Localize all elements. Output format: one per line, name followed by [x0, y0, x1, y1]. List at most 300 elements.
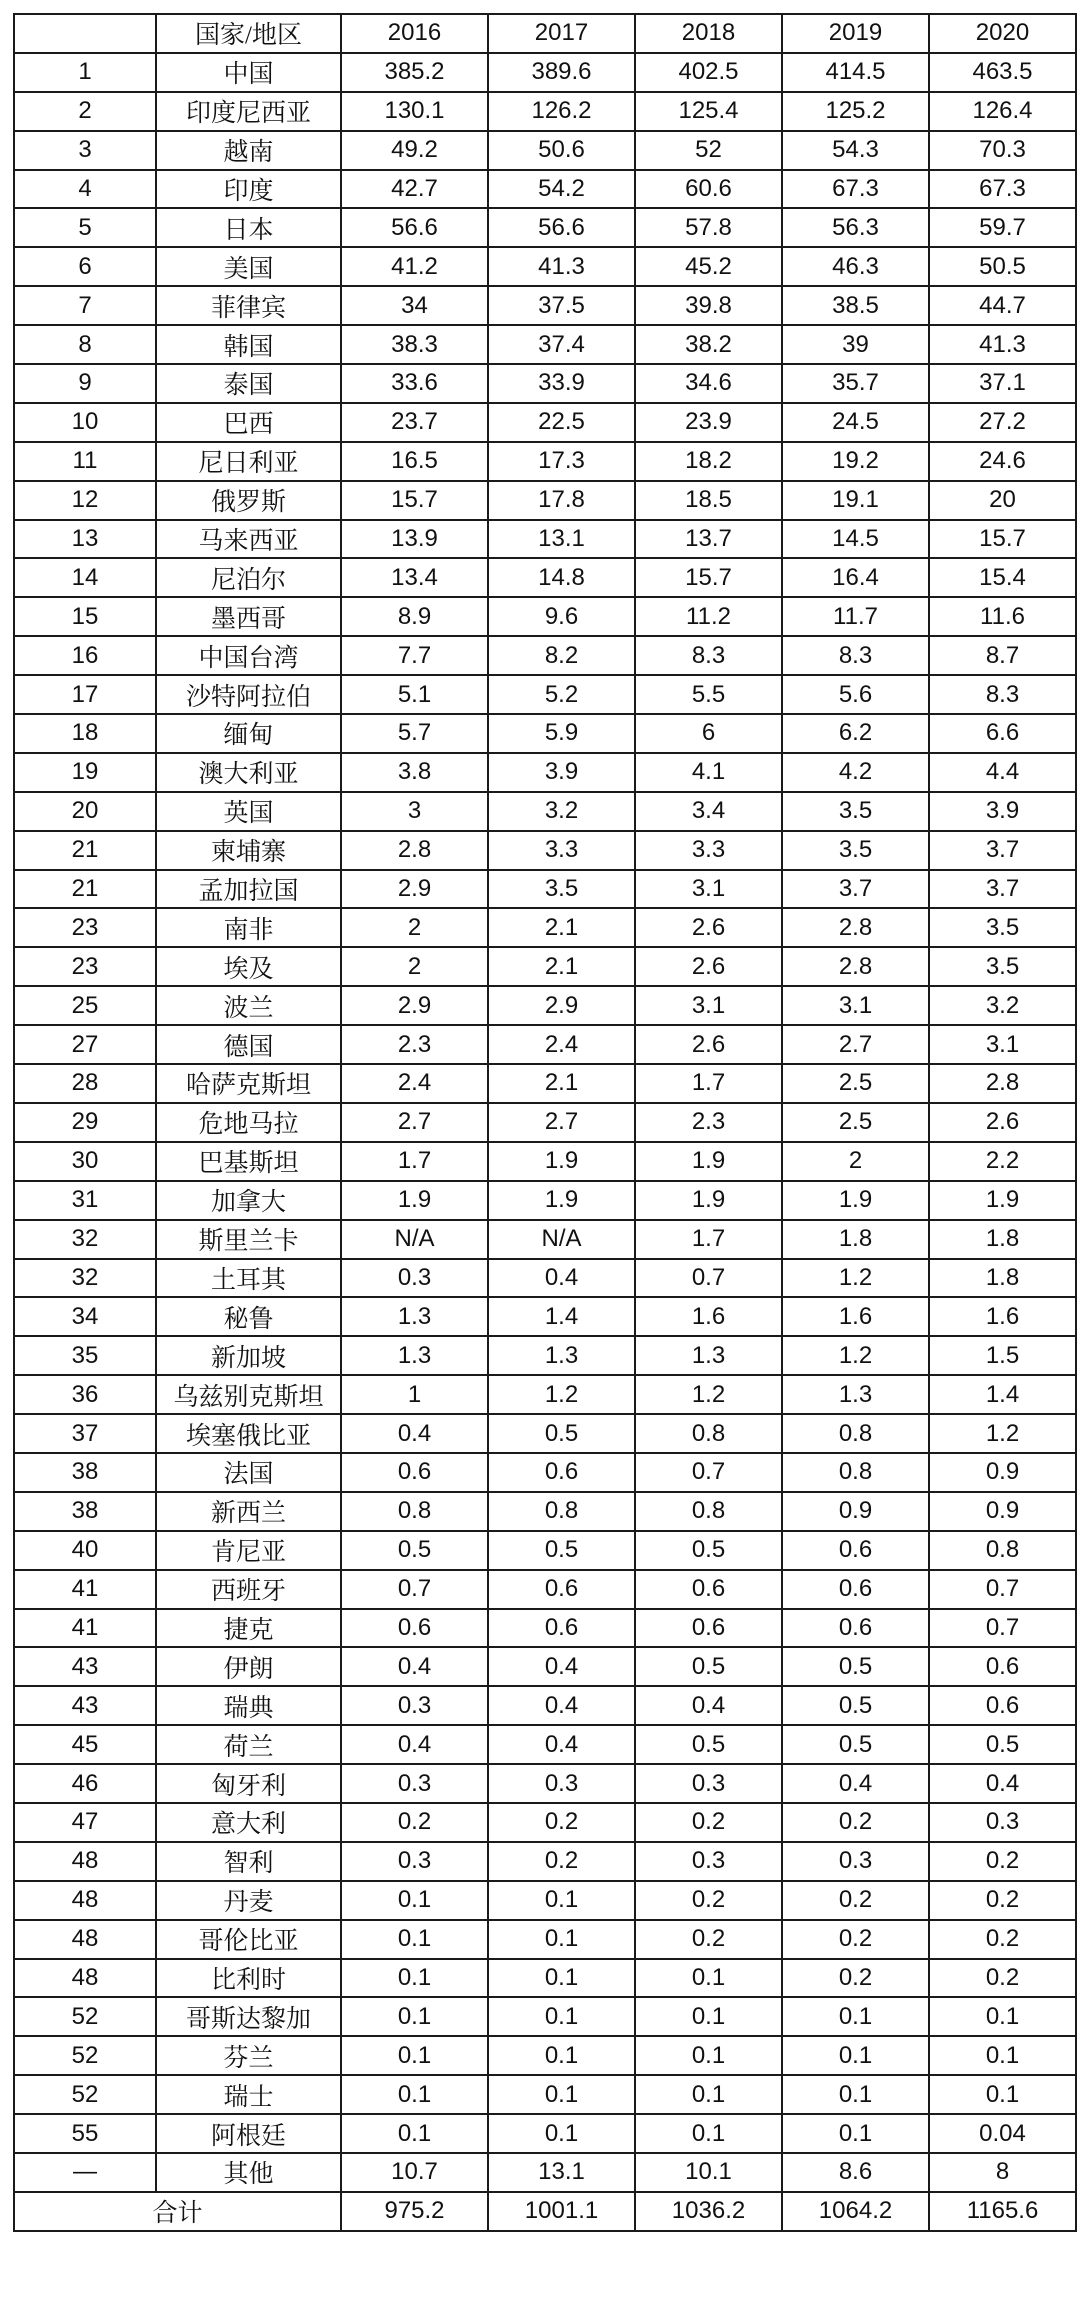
value-cell: 50.5 — [929, 247, 1076, 286]
value-cell: 0.5 — [488, 1414, 635, 1453]
rank-cell: 21 — [14, 870, 156, 909]
value-cell: 0.2 — [929, 1959, 1076, 1998]
rank-cell: 35 — [14, 1336, 156, 1375]
table-row — [14, 1492, 1076, 1531]
table-row — [14, 1220, 1076, 1259]
country-cell: 捷克 — [156, 1609, 341, 1648]
country-cell: 巴基斯坦 — [156, 1142, 341, 1181]
value-cell: 1.5 — [929, 1336, 1076, 1375]
total-value-cell: 1165.6 — [929, 2192, 1076, 2231]
value-cell: 0.3 — [341, 1259, 488, 1298]
value-cell: 11.6 — [929, 597, 1076, 636]
country-cell: 巴西 — [156, 403, 341, 442]
value-cell: 5.7 — [341, 714, 488, 753]
value-cell: 0.2 — [782, 1803, 929, 1842]
rank-cell: 30 — [14, 1142, 156, 1181]
rank-cell: 23 — [14, 908, 156, 947]
rank-cell: 52 — [14, 2075, 156, 2114]
value-cell: 42.7 — [341, 170, 488, 209]
value-cell: 130.1 — [341, 92, 488, 131]
value-cell: 2.8 — [341, 831, 488, 870]
value-cell: 2.1 — [488, 908, 635, 947]
rank-cell: 55 — [14, 2114, 156, 2153]
rank-cell: 47 — [14, 1803, 156, 1842]
rank-cell: 9 — [14, 364, 156, 403]
country-cell: 芬兰 — [156, 2036, 341, 2075]
rank-cell: 46 — [14, 1764, 156, 1803]
value-cell: 2.1 — [488, 1064, 635, 1103]
value-cell: 1.6 — [929, 1297, 1076, 1336]
table-row — [14, 1920, 1076, 1959]
value-cell: 0.6 — [341, 1453, 488, 1492]
value-cell: 3.9 — [488, 753, 635, 792]
value-cell: 385.2 — [341, 53, 488, 92]
value-cell: 3.3 — [488, 831, 635, 870]
header-row — [14, 14, 1076, 53]
value-cell: 34 — [341, 286, 488, 325]
value-cell: 0.1 — [341, 2075, 488, 2114]
value-cell: 44.7 — [929, 286, 1076, 325]
value-cell: 2 — [782, 1142, 929, 1181]
country-cell: 哥斯达黎加 — [156, 1997, 341, 2036]
value-cell: 0.9 — [929, 1453, 1076, 1492]
country-cell: 法国 — [156, 1453, 341, 1492]
rank-cell: 19 — [14, 753, 156, 792]
value-cell: 0.1 — [635, 2036, 782, 2075]
country-cell: 土耳其 — [156, 1259, 341, 1298]
value-cell: 56.3 — [782, 208, 929, 247]
value-cell: 1.7 — [341, 1142, 488, 1181]
total-value-cell: 1001.1 — [488, 2192, 635, 2231]
value-cell: 41.3 — [929, 325, 1076, 364]
value-cell: 0.5 — [635, 1531, 782, 1570]
value-cell: 0.2 — [488, 1803, 635, 1842]
value-cell: 1.3 — [635, 1336, 782, 1375]
country-cell: 乌兹别克斯坦 — [156, 1375, 341, 1414]
value-cell: 0.8 — [782, 1414, 929, 1453]
value-cell: 4.4 — [929, 753, 1076, 792]
value-cell: 1.2 — [782, 1259, 929, 1298]
table-row — [14, 1414, 1076, 1453]
value-cell: 0.4 — [635, 1686, 782, 1725]
value-cell: 4.1 — [635, 753, 782, 792]
value-cell: 0.2 — [782, 1959, 929, 1998]
table-row — [14, 753, 1076, 792]
value-cell: 14.5 — [782, 520, 929, 559]
value-cell: 0.2 — [341, 1803, 488, 1842]
value-cell: 0.1 — [635, 1997, 782, 2036]
value-cell: 8.3 — [635, 636, 782, 675]
value-cell: 3.5 — [782, 792, 929, 831]
value-cell: 0.4 — [488, 1647, 635, 1686]
value-cell: 33.6 — [341, 364, 488, 403]
table-row — [14, 1181, 1076, 1220]
country-cell: 埃塞俄比亚 — [156, 1414, 341, 1453]
total-value-cell: 975.2 — [341, 2192, 488, 2231]
value-cell: 1.3 — [341, 1297, 488, 1336]
value-cell: 2.8 — [929, 1064, 1076, 1103]
value-cell: 4.2 — [782, 753, 929, 792]
value-cell: 3.2 — [488, 792, 635, 831]
country-cell: 印度尼西亚 — [156, 92, 341, 131]
country-cell: 孟加拉国 — [156, 870, 341, 909]
value-cell: 0.6 — [635, 1609, 782, 1648]
value-cell: 3.7 — [929, 870, 1076, 909]
value-cell: 2.6 — [635, 908, 782, 947]
value-cell: 0.6 — [782, 1609, 929, 1648]
value-cell: 60.6 — [635, 170, 782, 209]
value-cell: 125.2 — [782, 92, 929, 131]
table-row — [14, 208, 1076, 247]
table-row — [14, 1259, 1076, 1298]
value-cell: 3.1 — [635, 986, 782, 1025]
value-cell: 3.3 — [635, 831, 782, 870]
value-cell: 41.3 — [488, 247, 635, 286]
value-cell: 7.7 — [341, 636, 488, 675]
value-cell: 8.2 — [488, 636, 635, 675]
country-cell: 意大利 — [156, 1803, 341, 1842]
value-cell: 0.7 — [341, 1570, 488, 1609]
table-row — [14, 558, 1076, 597]
value-cell: 0.3 — [929, 1803, 1076, 1842]
value-cell: 0.5 — [341, 1531, 488, 1570]
country-cell: 西班牙 — [156, 1570, 341, 1609]
value-cell: 5.9 — [488, 714, 635, 753]
value-cell: 0.6 — [488, 1570, 635, 1609]
country-cell: 伊朗 — [156, 1647, 341, 1686]
value-cell: 463.5 — [929, 53, 1076, 92]
value-cell: 1.3 — [782, 1375, 929, 1414]
table-row — [14, 1142, 1076, 1181]
value-cell: 2.5 — [782, 1103, 929, 1142]
value-cell: 1.7 — [635, 1220, 782, 1259]
value-cell: 1.2 — [488, 1375, 635, 1414]
value-cell: 0.6 — [341, 1609, 488, 1648]
country-cell: 新加坡 — [156, 1336, 341, 1375]
country-cell: 加拿大 — [156, 1181, 341, 1220]
value-cell: 0.5 — [635, 1725, 782, 1764]
country-cell: 比利时 — [156, 1959, 341, 1998]
value-cell: 0.9 — [929, 1492, 1076, 1531]
rank-cell: 43 — [14, 1647, 156, 1686]
value-cell: 0.4 — [929, 1764, 1076, 1803]
rank-cell: 31 — [14, 1181, 156, 1220]
table-row — [14, 364, 1076, 403]
value-cell: 0.1 — [635, 2114, 782, 2153]
country-cell: 俄罗斯 — [156, 481, 341, 520]
country-cell: 新西兰 — [156, 1492, 341, 1531]
value-cell: 15.4 — [929, 558, 1076, 597]
value-cell: 0.6 — [929, 1686, 1076, 1725]
value-cell: 0.7 — [635, 1453, 782, 1492]
rank-cell: 11 — [14, 442, 156, 481]
value-cell: 52 — [635, 131, 782, 170]
rank-cell: 8 — [14, 325, 156, 364]
table-row — [14, 2114, 1076, 2153]
rank-cell: 6 — [14, 247, 156, 286]
value-cell: 1.9 — [782, 1181, 929, 1220]
value-cell: 0.8 — [929, 1531, 1076, 1570]
value-cell: 0.1 — [341, 1959, 488, 1998]
value-cell: 0.5 — [929, 1725, 1076, 1764]
value-cell: 3.1 — [635, 870, 782, 909]
value-cell: 59.7 — [929, 208, 1076, 247]
value-cell: 0.5 — [782, 1725, 929, 1764]
value-cell: 16.4 — [782, 558, 929, 597]
value-cell: 18.2 — [635, 442, 782, 481]
rank-cell: 5 — [14, 208, 156, 247]
rank-cell: 23 — [14, 947, 156, 986]
country-cell: 德国 — [156, 1025, 341, 1064]
rank-cell: 20 — [14, 792, 156, 831]
country-cell: 瑞士 — [156, 2075, 341, 2114]
value-cell: 0.2 — [635, 1803, 782, 1842]
value-cell: 1.8 — [929, 1220, 1076, 1259]
value-cell: 0.04 — [929, 2114, 1076, 2153]
table-row — [14, 53, 1076, 92]
table-row — [14, 1881, 1076, 1920]
value-cell: 2.5 — [782, 1064, 929, 1103]
value-cell: 37.5 — [488, 286, 635, 325]
value-cell: 10.7 — [341, 2153, 488, 2192]
rank-cell: 38 — [14, 1453, 156, 1492]
value-cell: 15.7 — [635, 558, 782, 597]
value-cell: 0.5 — [782, 1686, 929, 1725]
table-row — [14, 1570, 1076, 1609]
value-cell: 0.4 — [782, 1764, 929, 1803]
value-cell: 39.8 — [635, 286, 782, 325]
data-table-container — [13, 13, 1077, 2232]
value-cell: 0.1 — [341, 1920, 488, 1959]
header-year-cell: 2018 — [635, 14, 782, 53]
value-cell: 8.9 — [341, 597, 488, 636]
value-cell: 0.3 — [341, 1686, 488, 1725]
value-cell: 1.4 — [929, 1375, 1076, 1414]
value-cell: 2.9 — [341, 870, 488, 909]
value-cell: 18.5 — [635, 481, 782, 520]
rank-cell: 2 — [14, 92, 156, 131]
value-cell: 3.4 — [635, 792, 782, 831]
header-country-cell: 国家/地区 — [156, 14, 341, 53]
value-cell: 0.3 — [635, 1764, 782, 1803]
value-cell: 56.6 — [488, 208, 635, 247]
value-cell: 0.1 — [488, 1881, 635, 1920]
value-cell: 38.5 — [782, 286, 929, 325]
rank-cell: 43 — [14, 1686, 156, 1725]
value-cell: 3.2 — [929, 986, 1076, 1025]
rank-cell: 12 — [14, 481, 156, 520]
table-row — [14, 1453, 1076, 1492]
rank-cell: 48 — [14, 1842, 156, 1881]
value-cell: 389.6 — [488, 53, 635, 92]
value-cell: 1.7 — [635, 1064, 782, 1103]
value-cell: 1.4 — [488, 1297, 635, 1336]
value-cell: 0.2 — [782, 1881, 929, 1920]
rank-cell: 32 — [14, 1259, 156, 1298]
country-cell: 斯里兰卡 — [156, 1220, 341, 1259]
value-cell: 24.6 — [929, 442, 1076, 481]
value-cell: 3.7 — [929, 831, 1076, 870]
value-cell: 67.3 — [782, 170, 929, 209]
value-cell: 0.7 — [635, 1259, 782, 1298]
total-value-cell: 1036.2 — [635, 2192, 782, 2231]
value-cell: 2.6 — [635, 947, 782, 986]
value-cell: 3.7 — [782, 870, 929, 909]
value-cell: 45.2 — [635, 247, 782, 286]
value-cell: 0.6 — [782, 1531, 929, 1570]
value-cell: 3.5 — [782, 831, 929, 870]
value-cell: N/A — [341, 1220, 488, 1259]
value-cell: 0.1 — [929, 1997, 1076, 2036]
value-cell: 1.9 — [635, 1181, 782, 1220]
value-cell: 3 — [341, 792, 488, 831]
value-cell: 0.1 — [635, 1959, 782, 1998]
value-cell: 0.1 — [488, 2114, 635, 2153]
country-cell: 秘鲁 — [156, 1297, 341, 1336]
table-row — [14, 1997, 1076, 2036]
value-cell: 2 — [341, 908, 488, 947]
table-row — [14, 2153, 1076, 2192]
value-cell: 34.6 — [635, 364, 782, 403]
value-cell: 0.8 — [635, 1414, 782, 1453]
country-cell: 波兰 — [156, 986, 341, 1025]
value-cell: 0.1 — [929, 2036, 1076, 2075]
value-cell: 23.9 — [635, 403, 782, 442]
value-cell: 2.9 — [488, 986, 635, 1025]
value-cell: 67.3 — [929, 170, 1076, 209]
value-cell: 2.3 — [341, 1025, 488, 1064]
rank-cell: 34 — [14, 1297, 156, 1336]
rank-cell: 15 — [14, 597, 156, 636]
country-cell: 美国 — [156, 247, 341, 286]
table-row — [14, 170, 1076, 209]
value-cell: 3.5 — [929, 947, 1076, 986]
table-row — [14, 1959, 1076, 1998]
value-cell: 0.7 — [929, 1609, 1076, 1648]
value-cell: 0.1 — [341, 2114, 488, 2153]
table-row — [14, 597, 1076, 636]
value-cell: 402.5 — [635, 53, 782, 92]
rank-cell: 29 — [14, 1103, 156, 1142]
table-row — [14, 1803, 1076, 1842]
value-cell: 1 — [341, 1375, 488, 1414]
country-data-table — [13, 13, 1077, 2232]
value-cell: 1.3 — [341, 1336, 488, 1375]
country-cell: 尼日利亚 — [156, 442, 341, 481]
table-row — [14, 286, 1076, 325]
value-cell: 8.7 — [929, 636, 1076, 675]
country-cell: 肯尼亚 — [156, 1531, 341, 1570]
value-cell: 0.2 — [929, 1842, 1076, 1881]
value-cell: 0.1 — [929, 2075, 1076, 2114]
value-cell: 15.7 — [929, 520, 1076, 559]
value-cell: 0.1 — [782, 2075, 929, 2114]
value-cell: 3.9 — [929, 792, 1076, 831]
country-cell: 英国 — [156, 792, 341, 831]
country-cell: 中国台湾 — [156, 636, 341, 675]
value-cell: 2 — [341, 947, 488, 986]
value-cell: 2.2 — [929, 1142, 1076, 1181]
table-row — [14, 792, 1076, 831]
country-cell: 缅甸 — [156, 714, 341, 753]
value-cell: 2.6 — [635, 1025, 782, 1064]
rank-cell: 48 — [14, 1920, 156, 1959]
value-cell: 126.2 — [488, 92, 635, 131]
table-row — [14, 908, 1076, 947]
value-cell: 0.2 — [929, 1881, 1076, 1920]
value-cell: 3.1 — [782, 986, 929, 1025]
value-cell: 0.2 — [782, 1920, 929, 1959]
rank-cell: 13 — [14, 520, 156, 559]
table-row — [14, 1647, 1076, 1686]
country-cell: 哈萨克斯坦 — [156, 1064, 341, 1103]
value-cell: 2.8 — [782, 908, 929, 947]
value-cell: 1.2 — [782, 1336, 929, 1375]
country-cell: 丹麦 — [156, 1881, 341, 1920]
value-cell: 56.6 — [341, 208, 488, 247]
value-cell: 19.2 — [782, 442, 929, 481]
value-cell: 0.1 — [488, 1997, 635, 2036]
rank-cell: 41 — [14, 1609, 156, 1648]
value-cell: 0.4 — [488, 1259, 635, 1298]
value-cell: 16.5 — [341, 442, 488, 481]
rank-cell: 48 — [14, 1959, 156, 1998]
country-cell: 智利 — [156, 1842, 341, 1881]
rank-cell: 27 — [14, 1025, 156, 1064]
value-cell: 0.6 — [782, 1570, 929, 1609]
country-cell: 瑞典 — [156, 1686, 341, 1725]
table-row — [14, 1375, 1076, 1414]
country-cell: 其他 — [156, 2153, 341, 2192]
value-cell: 57.8 — [635, 208, 782, 247]
country-cell: 印度 — [156, 170, 341, 209]
country-cell: 埃及 — [156, 947, 341, 986]
value-cell: 0.1 — [782, 2036, 929, 2075]
value-cell: 0.2 — [635, 1920, 782, 1959]
value-cell: 27.2 — [929, 403, 1076, 442]
table-row — [14, 2036, 1076, 2075]
rank-cell: 4 — [14, 170, 156, 209]
value-cell: 2.1 — [488, 947, 635, 986]
country-cell: 日本 — [156, 208, 341, 247]
value-cell: 38.2 — [635, 325, 782, 364]
value-cell: 5.6 — [782, 675, 929, 714]
table-row — [14, 1842, 1076, 1881]
value-cell: 2.7 — [488, 1103, 635, 1142]
value-cell: 2.8 — [782, 947, 929, 986]
value-cell: 1.6 — [782, 1297, 929, 1336]
value-cell: 0.1 — [782, 1997, 929, 2036]
table-row — [14, 1531, 1076, 1570]
table-row — [14, 1064, 1076, 1103]
value-cell: 10.1 — [635, 2153, 782, 2192]
value-cell: 11.7 — [782, 597, 929, 636]
value-cell: 0.8 — [341, 1492, 488, 1531]
value-cell: 5.2 — [488, 675, 635, 714]
value-cell: 0.1 — [782, 2114, 929, 2153]
value-cell: 13.4 — [341, 558, 488, 597]
rank-cell: 28 — [14, 1064, 156, 1103]
rank-cell: 45 — [14, 1725, 156, 1764]
value-cell: 0.2 — [929, 1920, 1076, 1959]
country-cell: 南非 — [156, 908, 341, 947]
table-row — [14, 481, 1076, 520]
rank-cell: 7 — [14, 286, 156, 325]
table-row — [14, 947, 1076, 986]
value-cell: 2.4 — [488, 1025, 635, 1064]
value-cell: 0.9 — [782, 1492, 929, 1531]
value-cell: 1.9 — [488, 1142, 635, 1181]
